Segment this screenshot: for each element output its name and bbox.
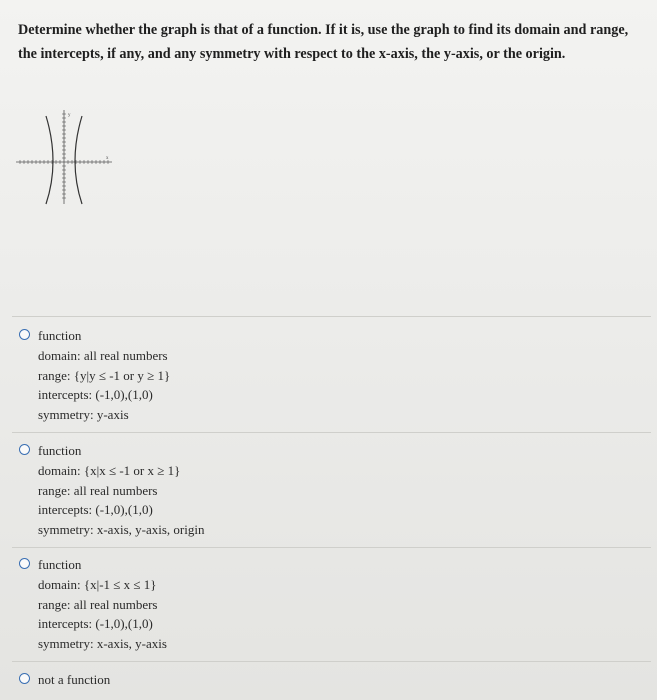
x-axis-label: x [106, 156, 109, 161]
option-title: function [38, 328, 82, 343]
divider [12, 316, 651, 317]
option-line-intercepts: intercepts: (-1,0),(1,0) [38, 387, 153, 402]
option-title: function [38, 557, 82, 572]
option-line-symmetry: symmetry: x-axis, y-axis, origin [38, 521, 205, 537]
radio-button[interactable] [19, 673, 30, 684]
divider [12, 661, 651, 662]
graph-thumbnail[interactable] [16, 108, 116, 208]
option-line-intercepts: intercepts: (-1,0),(1,0) [38, 502, 153, 517]
answer-option-3[interactable] [19, 555, 419, 655]
option-title: not a function [38, 672, 111, 687]
option-line-domain: domain: {x|-1 ≤ x ≤ 1} [38, 577, 157, 592]
option-line-range: range: all real numbers [38, 596, 158, 612]
y-axis-label: y [68, 113, 71, 118]
option-line-domain: domain: {x|x ≤ -1 or x ≥ 1} [38, 463, 181, 478]
question-text: Determine whether the graph is that of a function. If it is, use the graph to find its domain and range, the intercepts, if any, and any symmetry with respect to the x-axis, the y-axis, or the origin. [18, 22, 629, 62]
divider [12, 547, 651, 548]
divider [12, 432, 651, 433]
option-line-range: range: all real numbers [38, 482, 158, 498]
option-title: function [38, 443, 82, 458]
answer-option-1[interactable] [19, 326, 419, 426]
hyperbola-graph-icon [16, 108, 116, 208]
option-line-range: range: {y|y ≤ -1 or y ≥ 1} [38, 367, 171, 383]
radio-button[interactable] [19, 329, 30, 340]
answer-option-4[interactable] [19, 670, 419, 692]
option-line-intercepts: intercepts: (-1,0),(1,0) [38, 616, 153, 631]
answer-option-2[interactable] [19, 441, 419, 541]
option-line-symmetry: symmetry: y-axis [38, 406, 129, 422]
radio-button[interactable] [19, 444, 30, 455]
option-line-symmetry: symmetry: x-axis, y-axis [38, 635, 167, 651]
radio-button[interactable] [19, 558, 30, 569]
option-line-domain: domain: all real numbers [38, 348, 168, 363]
